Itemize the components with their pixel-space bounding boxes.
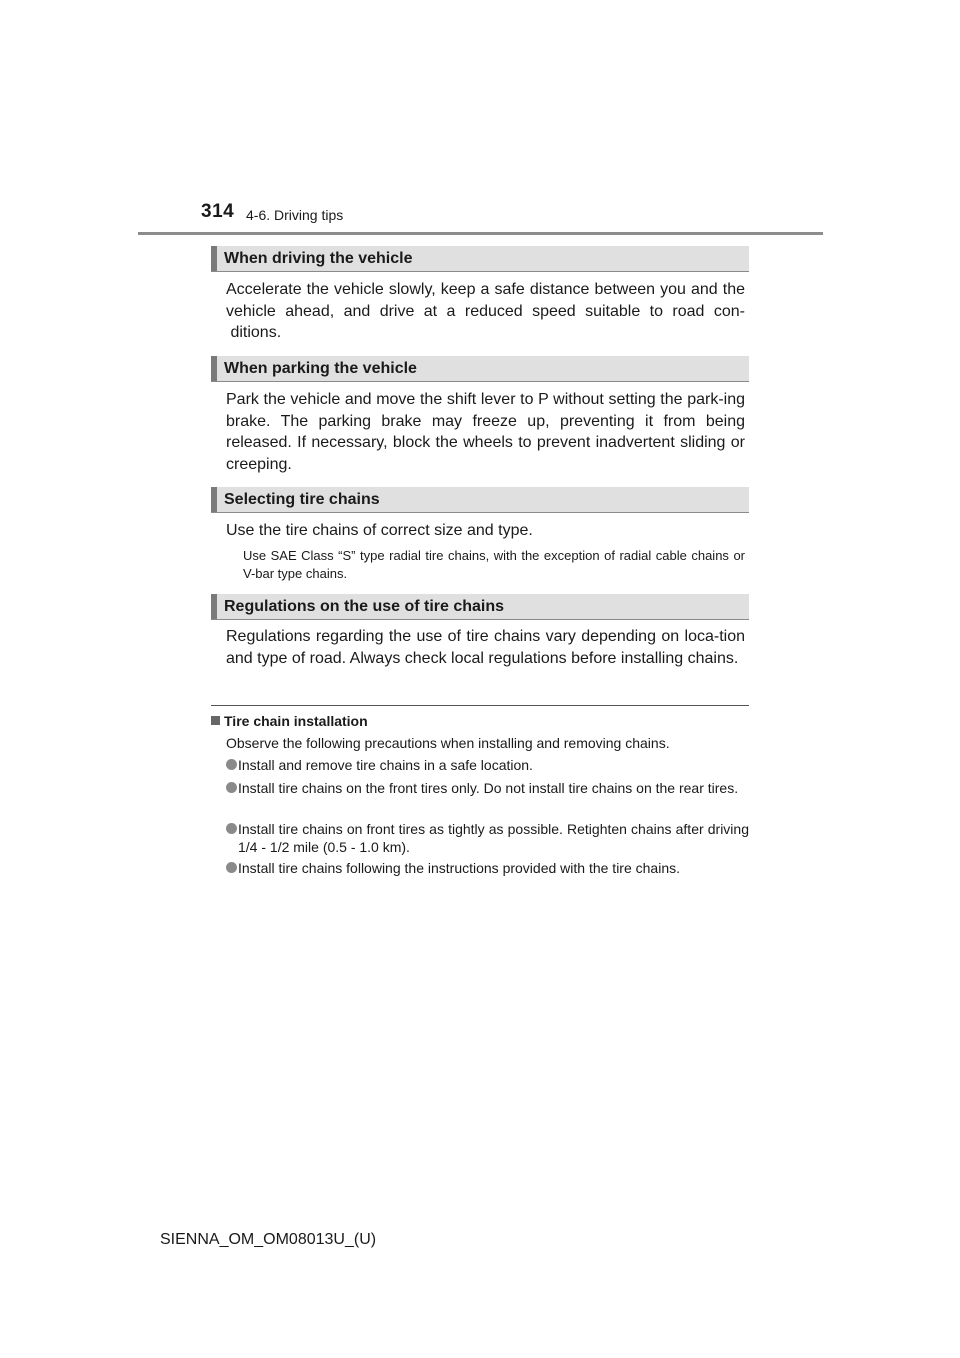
list-item-text: Install and remove tire chains in a safe location. <box>238 757 533 773</box>
section-note-selecting: Use SAE Class “S” type radial tire chains, with the exception of radial cable chains or V-bar type chains. <box>243 548 745 581</box>
page-number: 314 <box>201 201 235 222</box>
section-heading-regulations <box>211 594 749 620</box>
list-item <box>226 820 749 856</box>
section-label: 4-6. Driving tips <box>246 207 344 223</box>
section-heading-title: When driving the vehicle <box>224 250 413 267</box>
section-heading-title: Regulations on the use of tire chains <box>224 598 505 615</box>
info-heading-title: Tire chain installation <box>224 713 368 729</box>
list-item-text: Install tire chains on the front tires only. Do not install tire chains on the rear tires. <box>238 780 739 796</box>
section-body-regulations: Regulations regarding the use of tire chains vary depending on loca-tion and type of road. Always check local regulations before installing chains. <box>226 628 745 667</box>
section-heading-driving <box>211 246 749 272</box>
section-heading-title: Selecting tire chains <box>224 491 380 508</box>
info-intro: Observe the following precautions when installing and removing chains. <box>226 735 670 751</box>
section-heading-title: When parking the vehicle <box>224 360 417 377</box>
section-body-selecting: Use the tire chains of correct size and type. <box>226 522 533 539</box>
list-item-text: Install tire chains following the instructions provided with the tire chains. <box>238 860 680 876</box>
info-heading <box>211 713 368 729</box>
bullet-dot-icon <box>226 823 237 834</box>
bullet-dot-icon <box>226 759 237 770</box>
list-item <box>226 779 749 797</box>
bullet-dot-icon <box>226 782 237 793</box>
heading-bar <box>211 487 217 512</box>
header-rule <box>138 232 823 235</box>
bullet-dot-icon <box>226 862 237 873</box>
footer-doc-code: SIENNA_OM_OM08013U_(U) <box>160 1231 377 1248</box>
heading-bar <box>211 594 217 619</box>
section-body-driving: Accelerate the vehicle slowly, keep a safe distance between you and the vehicle ahead, and drive at a reduced speed suitable to road con- ditions. <box>226 281 745 341</box>
list-item <box>226 756 749 774</box>
list-item <box>226 859 749 877</box>
section-body-parking: Park the vehicle and move the shift lever to P without setting the park-ing brake. The parking brake may freeze up, preventing it from being released. If necessary, block the wheels to prevent inadvertent sliding or creeping. <box>226 391 745 473</box>
section-heading-selecting <box>211 487 749 513</box>
heading-bar <box>211 246 217 271</box>
list-item-text: Install tire chains on front tires as tightly as possible. Retighten chains after driving 1/4 - 1/2 mile (0.5 - 1.0 km). <box>238 821 749 855</box>
square-bullet-icon <box>211 716 220 725</box>
info-rule <box>211 705 749 706</box>
section-heading-parking <box>211 356 749 382</box>
heading-bar <box>211 356 217 381</box>
